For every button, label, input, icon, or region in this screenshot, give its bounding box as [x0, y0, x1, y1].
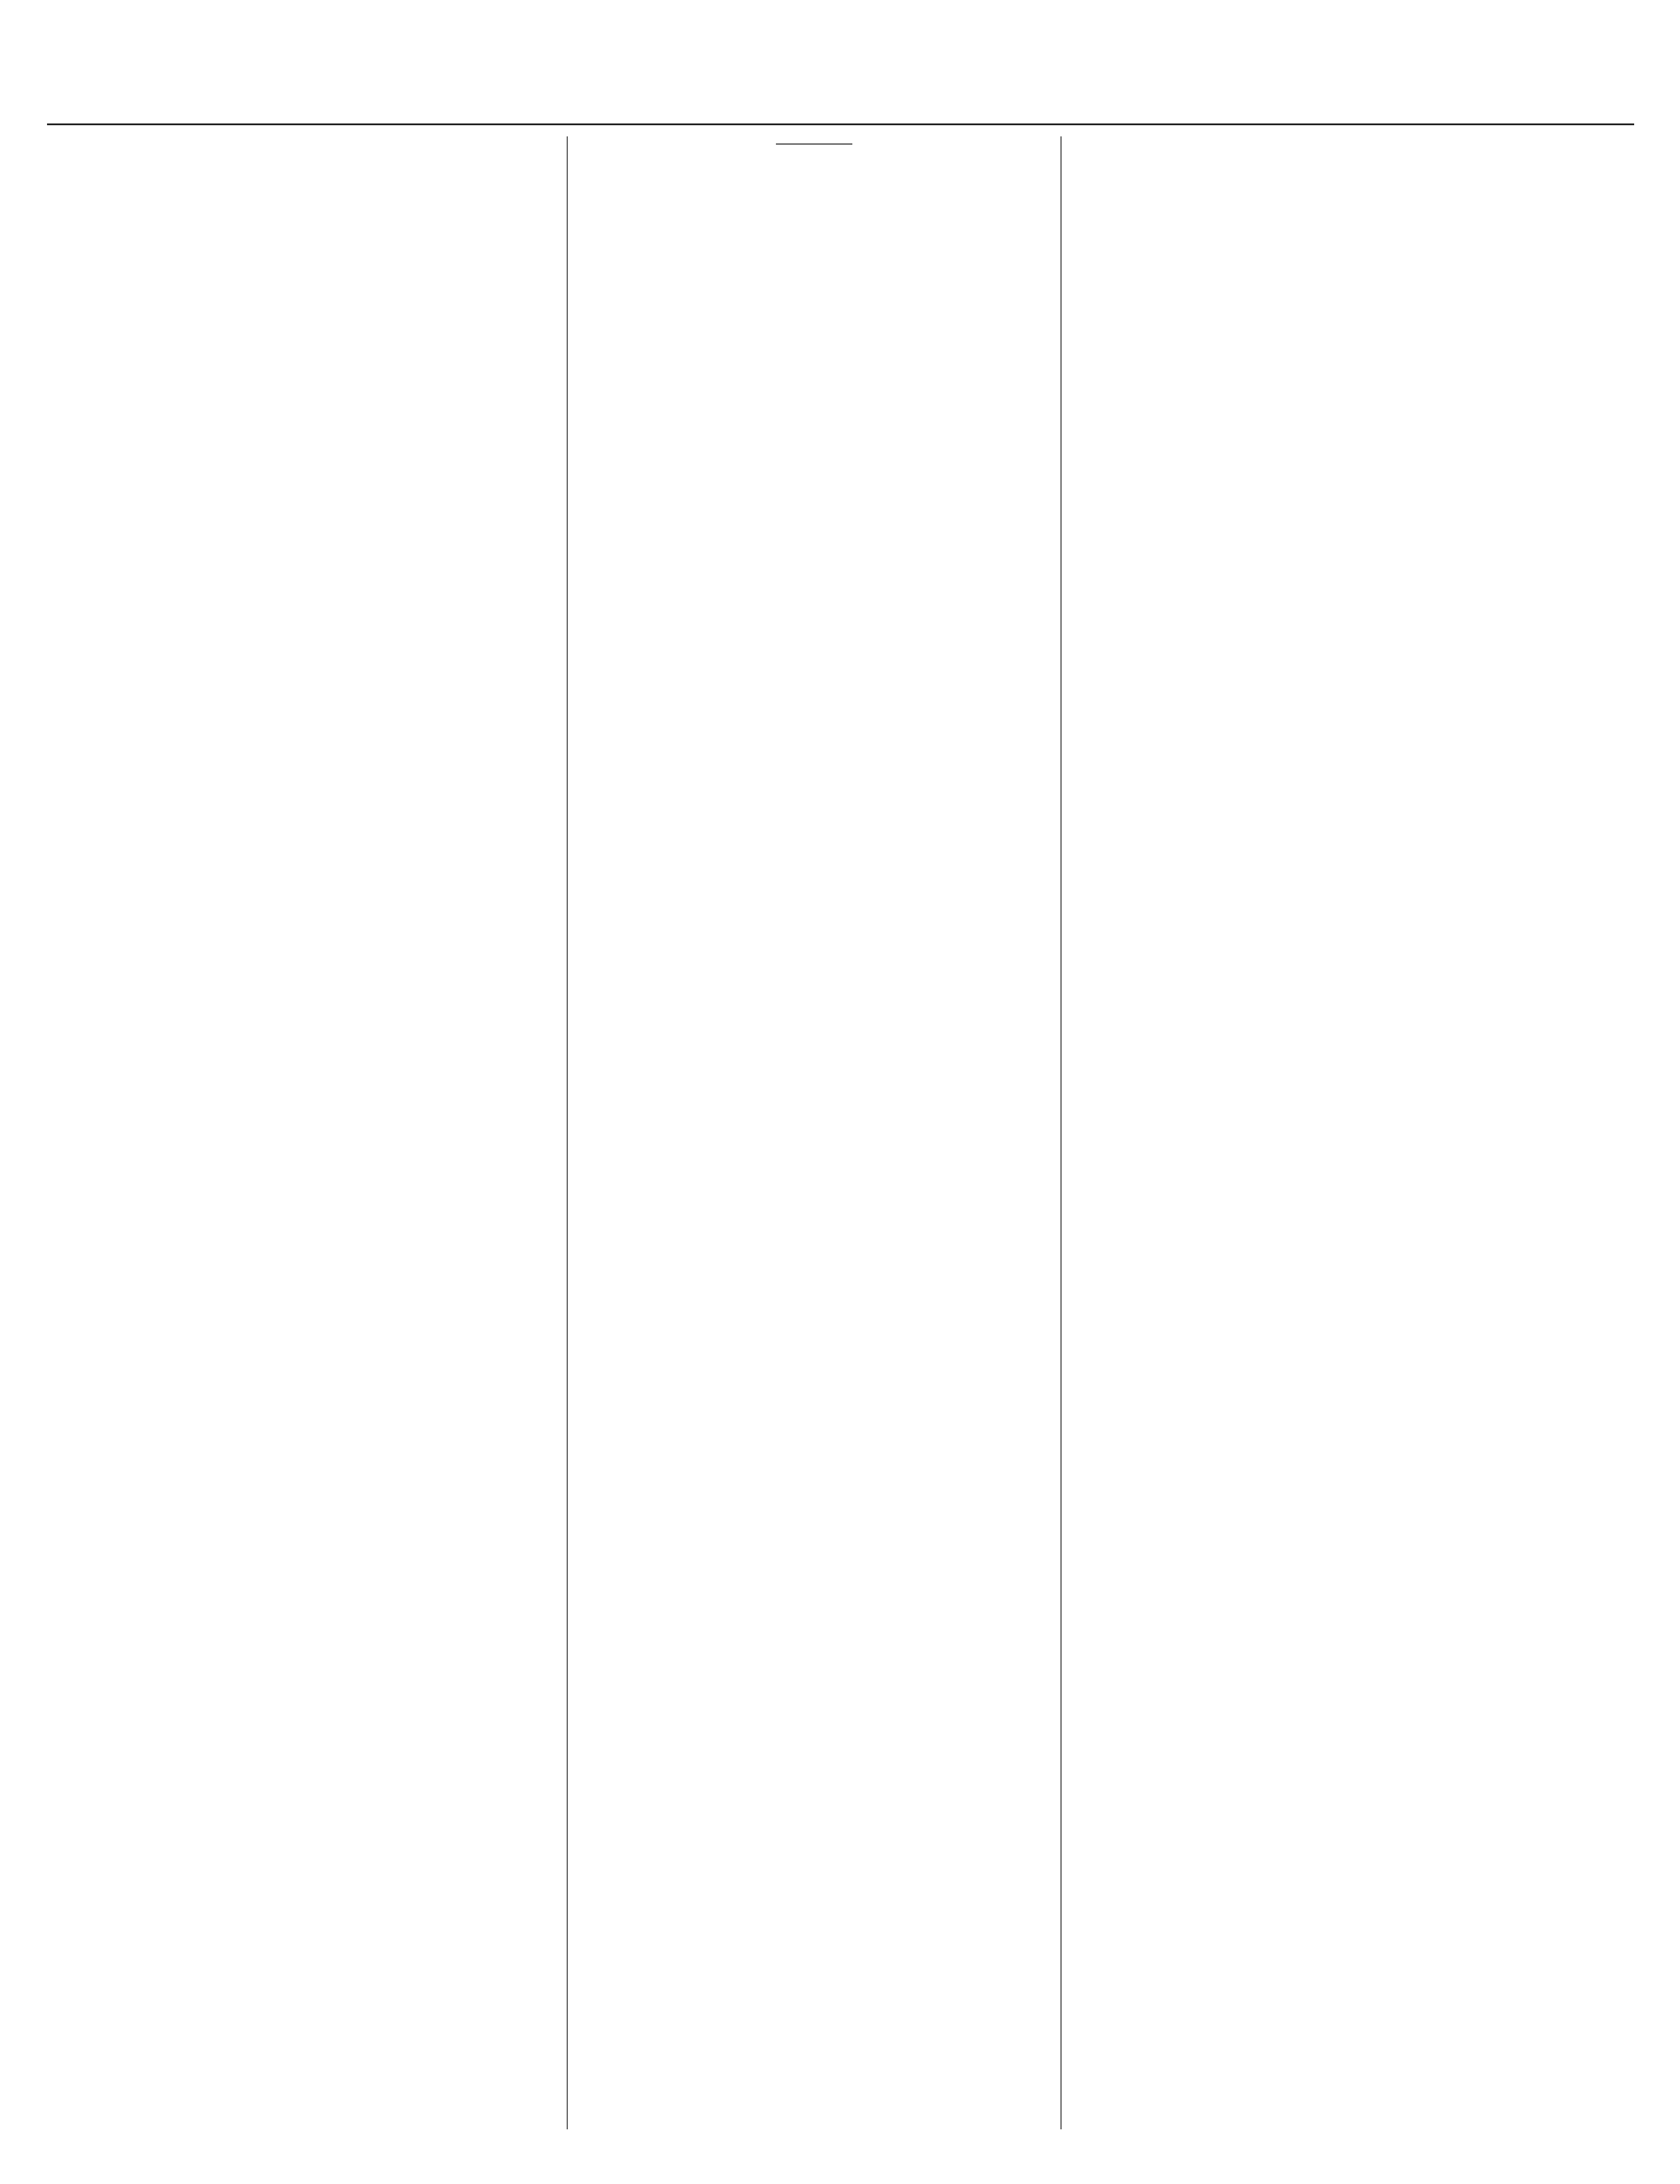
section-divider [776, 143, 852, 145]
column-rule [567, 136, 568, 2129]
column-rule [1060, 136, 1062, 2129]
column-right [1073, 136, 1602, 2135]
column-middle [582, 136, 1046, 2135]
column-sales [81, 136, 551, 2135]
page-header [47, 59, 1634, 125]
